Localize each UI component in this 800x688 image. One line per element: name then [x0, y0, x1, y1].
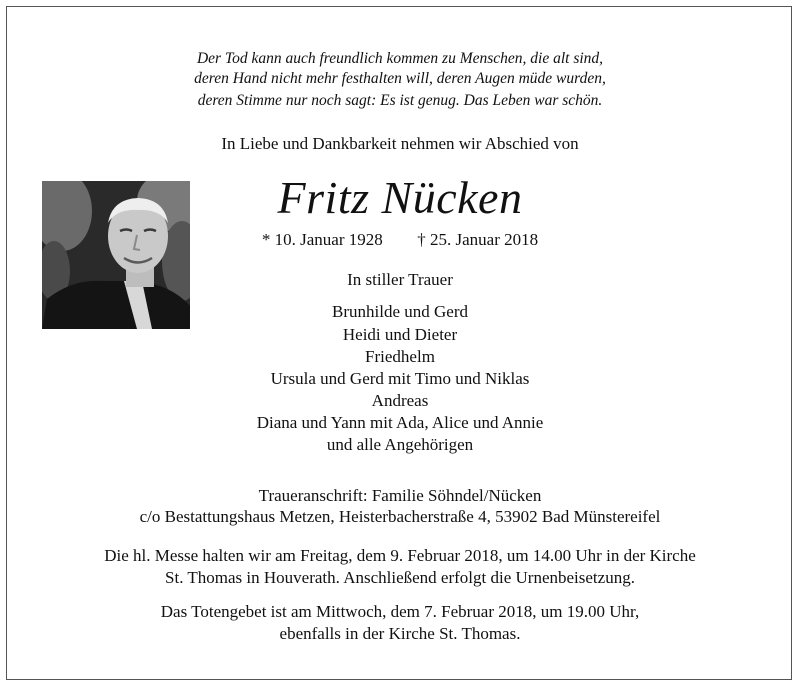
family-line-1: Brunhilde und Gerd [332, 302, 468, 321]
birth-date: * 10. Januar 1928 [261, 230, 383, 249]
mass-line-2: St. Thomas in Houverath. Anschließend erfolgt die Urnenbeisetzung. [165, 568, 635, 587]
mourning-heading: In stiller Trauer [347, 270, 453, 289]
family-line-5: Andreas [371, 391, 429, 410]
family-line-7: und alle Angehörigen [326, 435, 474, 454]
quote-line-1: Der Tod kann auch freundlich kommen zu Menschen, die alt sind, [196, 50, 604, 67]
address-line-2: c/o Bestattungshaus Metzen, Heisterbacherstraße 4, 53902 Bad Münstereifel [139, 507, 661, 526]
life-dates [0, 230, 800, 250]
quote-line-3: deren Stimme nur noch sagt: Es ist genug. Das Leben war schön. [197, 92, 603, 109]
prayer-line-1: Das Totengebet ist am Mittwoch, dem 7. Februar 2018, um 19.00 Uhr, [160, 602, 640, 621]
deceased-name: Fritz Nücken [277, 172, 523, 223]
death-date: † 25. Januar 2018 [417, 230, 539, 249]
family-line-6: Diana und Yann mit Ada, Alice und Annie [256, 413, 544, 432]
family-line-4: Ursula und Gerd mit Timo und Niklas [270, 369, 530, 388]
farewell-intro: In Liebe und Dankbarkeit nehmen wir Abschied von [221, 134, 579, 153]
address-line-1: Traueranschrift: Familie Söhndel/Nücken [258, 486, 542, 505]
quote-line-2: deren Hand nicht mehr festhalten will, deren Augen müde wurden, [194, 70, 606, 87]
family-line-2: Heidi und Dieter [342, 325, 458, 344]
mass-line-1: Die hl. Messe halten wir am Freitag, dem 9. Februar 2018, um 14.00 Uhr in der Kirche [104, 546, 696, 565]
prayer-line-2: ebenfalls in der Kirche St. Thomas. [279, 624, 521, 643]
family-line-3: Friedhelm [365, 347, 435, 366]
